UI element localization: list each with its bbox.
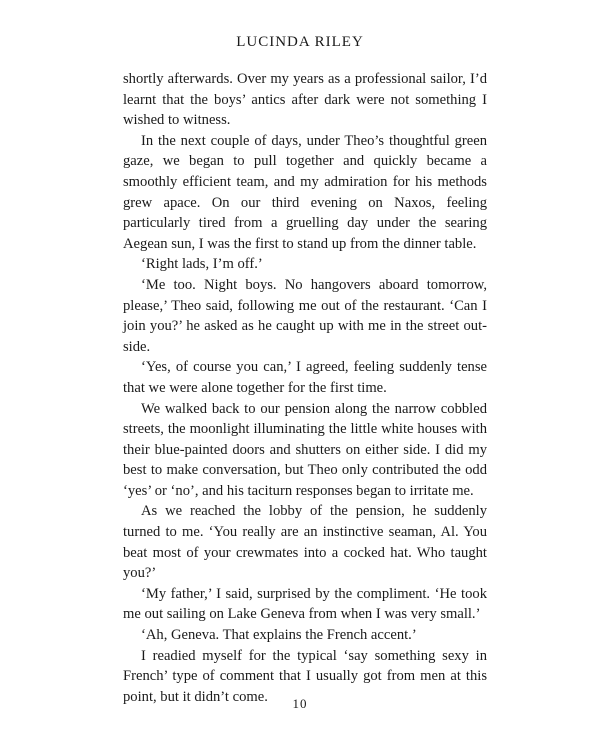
paragraph: I readied myself for the typical ‘say something sexy in French’ type of comment that I usually got from men at this point, but it didn’t come.: [123, 647, 487, 705]
running-head: LUCINDA RILEY: [236, 34, 364, 50]
paragraph: ‘Right lads, I’m off.’: [141, 256, 263, 273]
paragraph: shortly afterwards. Over my years as a professional sailor, I’d learnt that the boys’ antics after dark were not something I wished to witness.: [123, 71, 487, 129]
page-number: 10: [292, 696, 308, 711]
paragraph: We walked back to our pension along the narrow cobbled streets, the moonlight illuminating the little white houses with their blue-painted doors and shutters on either side. I did my best to make conversation, but Theo only contributed the odd ‘yes’ or ‘no’, and his taciturn responses began to irritate me.: [123, 400, 487, 499]
paragraph: ‘Me too. Night boys. No hangovers aboard tomorrow, please,’ Theo said, following me out of the restaurant. ‘Can I join you?’ he asked as he caught up with me in the street out-side.: [123, 276, 487, 355]
paragraph: As we reached the lobby of the pension, he suddenly turned to me. ‘You really are an instinctive seaman, Al. You beat most of your crewmates into a cocked hat. Who taught you?’: [123, 503, 487, 582]
paragraph: ‘My father,’ I said, surprised by the compliment. ‘He took me out sailing on Lake Geneva from when I was very small.’: [123, 585, 487, 623]
paragraph: ‘Yes, of course you can,’ I agreed, feeling suddenly tense that we were alone together for the first time.: [123, 359, 487, 396]
paragraph: In the next couple of days, under Theo’s thoughtful green gaze, we began to pull together and quickly became a smoothly efficient team, and my admiration for his methods grew apace. On our third evening on Naxos, feeling particularly tired from a gruelling day under the searing Aegean sun, I was the first to stand up from the dinner table.: [123, 132, 487, 252]
body-text: [123, 69, 487, 707]
paragraph: ‘Ah, Geneva. That explains the French accent.’: [141, 627, 417, 644]
